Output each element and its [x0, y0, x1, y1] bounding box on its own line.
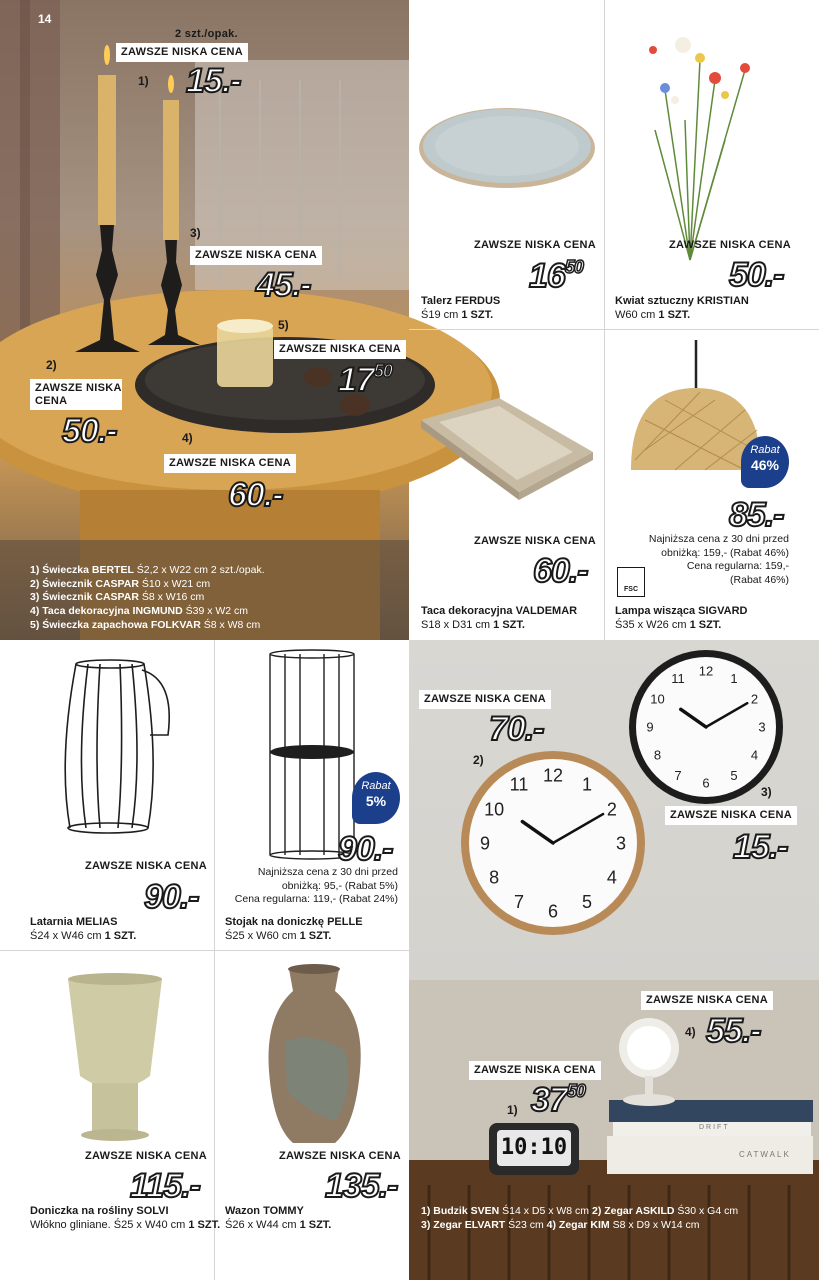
rabat-label: Rabat — [750, 444, 780, 456]
pack-note: 2 szt./opak. — [175, 28, 238, 40]
vase-image — [215, 951, 409, 1151]
clocks-caption-line-1: 1) Budzik SVEN Ś14 x D5 x W8 cm 2) Zegar ASKILD Ś30 x G4 cm — [421, 1205, 739, 1217]
note-line: obniżką: 95,- (Rabat 5%) — [281, 879, 398, 892]
melias-price: 90.- — [144, 878, 199, 916]
clock-price-3: 15.- — [733, 828, 788, 866]
elvart-clock-number: 4 — [606, 867, 617, 888]
ferdus-dim: Ś19 cm 1 SZT. — [421, 309, 494, 321]
lantern-image — [0, 640, 214, 850]
always-low-badge-3: ZAWSZE NISKA CENA — [665, 806, 797, 825]
melias-dim: Ś24 x W46 cm 1 SZT. — [30, 930, 137, 942]
kim-clock-number: 12 — [698, 663, 714, 679]
candle-item-num-1: 1) — [138, 74, 149, 88]
kim-clock-number: 5 — [730, 768, 738, 784]
always-low-badge-4: ZAWSZE NISKA CENA — [164, 454, 296, 473]
page-number: 14 — [38, 12, 52, 26]
product-pelle — [215, 640, 409, 950]
clock-price-2: 70.- — [489, 710, 544, 748]
fsc-logo: FSC — [617, 567, 645, 597]
always-low-badge: ZAWSZE NISKA CENA — [669, 239, 792, 251]
always-low-badge: ZAWSZE NISKA CENA — [474, 239, 597, 251]
clocks-caption-list — [421, 1205, 738, 1232]
valdemar-name: Taca dekoracyjna VALDEMAR — [421, 605, 578, 617]
clocks-photo — [409, 640, 819, 1280]
hero-caption-4: 4) Taca dekoracyjna INGMUND Ś39 x W2 cm — [30, 604, 249, 617]
candle-item-num-5: 5) — [278, 318, 289, 332]
rabat-pct: 5% — [365, 792, 387, 809]
note-line: Cena regularna: 159,- — [686, 560, 789, 573]
elvart-clock-number: 9 — [479, 833, 491, 854]
melias-name: Latarnia MELIAS — [30, 916, 118, 928]
always-low-badge-2 — [30, 379, 122, 410]
sigvard-dim: Ś35 x W26 cm 1 SZT. — [615, 619, 722, 631]
note-line: Najniższa cena z 30 dni przed — [257, 866, 398, 878]
candle-price-4: 60.- — [228, 476, 283, 514]
valdemar-price: 60.- — [533, 552, 588, 590]
hero-candles-panel — [0, 0, 409, 640]
flower-image — [605, 0, 819, 260]
digital-alarm-display: 10:10 — [500, 1135, 568, 1160]
rabat-badge — [741, 436, 789, 488]
elvart-clock-number: 1 — [581, 774, 593, 795]
product-solvi — [0, 951, 221, 1280]
elvart-clock-number: 11 — [509, 774, 529, 795]
hero-caption-5: 5) Świeczka zapachowa FOLKVAR Ś8 x W8 cm — [30, 618, 261, 631]
valdemar-dim: S18 x D31 cm 1 SZT. — [421, 619, 525, 631]
kim-clock-number: 3 — [758, 719, 766, 735]
clock-item-num-3: 3) — [761, 785, 772, 799]
pelle-price: 90.- — [338, 830, 393, 868]
elvart-clock-number: 6 — [547, 901, 559, 922]
pot-image — [0, 951, 214, 1151]
pelle-price-note — [235, 866, 398, 907]
kristian-dim: W60 cm 1 SZT. — [615, 309, 691, 321]
book-title: CATWALK — [739, 1150, 791, 1159]
hero-caption-list — [30, 564, 265, 632]
kim-clock-number: 1 — [730, 671, 738, 687]
candle-item-num-2: 2) — [46, 358, 57, 372]
always-low-badge: ZAWSZE NISKA CENA — [85, 1150, 208, 1162]
elvart-clock-number: 5 — [581, 892, 593, 913]
kim-clock-number: 10 — [650, 691, 665, 707]
clock-price-1: $37^{50}$ — [531, 1081, 585, 1119]
note-line: Najniższa cena z 30 dni przed — [648, 533, 789, 545]
sigvard-price-note — [649, 533, 789, 588]
product-tommy — [215, 951, 409, 1280]
clock-price-4: 55.- — [706, 1012, 761, 1050]
product-valdemar — [409, 330, 604, 640]
clock-item-num-4: 4) — [685, 1025, 696, 1039]
pelle-name: Stojak na doniczkę PELLE — [225, 916, 363, 928]
candle-item-num-3: 3) — [190, 226, 201, 240]
tommy-dim: Ś26 x W44 cm 1 SZT. — [225, 1219, 332, 1231]
always-low-badge-3: ZAWSZE NISKA CENA — [190, 246, 322, 265]
kim-clock-number: 8 — [653, 747, 662, 763]
product-kristian — [605, 0, 819, 329]
kim-clock-number: 2 — [750, 691, 759, 707]
elvart-clock-number: 3 — [615, 833, 627, 854]
always-low-badge-1: ZAWSZE NISKA CENA — [116, 43, 248, 62]
elvart-clock-number: 12 — [542, 765, 564, 786]
clock-item-num-1: 1) — [507, 1103, 518, 1117]
book-title: DRIFT — [699, 1124, 730, 1131]
hero-caption-1: 1) Świeczka BERTEL Ś2,2 x W22 cm 2 szt./opak. — [30, 564, 265, 576]
solvi-name: Doniczka na rośliny SOLVI — [30, 1205, 169, 1217]
ferdus-name: Talerz FERDUS — [421, 295, 501, 307]
sigvard-name: Lampa wisząca SIGVARD — [615, 605, 748, 617]
always-low-badge: ZAWSZE NISKA CENA — [85, 860, 208, 872]
always-low-badge-2: ZAWSZE NISKA CENA — [419, 690, 551, 709]
tray-image — [409, 330, 604, 510]
rabat-badge — [352, 772, 400, 824]
candle-price-1: 15.- — [186, 62, 241, 100]
clock-item-num-2: 2) — [473, 753, 484, 767]
candle-price-2: 50.- — [62, 412, 117, 450]
kristian-price: 50.- — [729, 256, 784, 294]
solvi-dim: Włókno gliniane. Ś25 x W40 cm 1 SZT. — [30, 1219, 221, 1231]
tommy-price: 135.- — [325, 1167, 398, 1205]
elvart-clock-number: 2 — [606, 799, 617, 820]
hero-caption-3: 3) Świecznik CASPAR Ś8 x W16 cm — [30, 591, 205, 604]
kim-clock-number: 7 — [674, 768, 682, 784]
solvi-price: 115.- — [130, 1167, 200, 1205]
ferdus-price: $16^{50}$ — [529, 257, 583, 295]
product-melias — [0, 640, 214, 950]
product-ferdus — [409, 0, 604, 329]
tommy-name: Wazon TOMMY — [225, 1205, 304, 1217]
always-low-badge-1: ZAWSZE NISKA CENA — [469, 1061, 601, 1080]
clocks-caption-line-2: 3) Zegar ELVART Ś23 cm 4) Zegar KIM S8 x D9 x W14 cm — [421, 1218, 700, 1231]
note-line: Cena regularna: 119,- (Rabat 24%) — [234, 893, 398, 906]
always-low-badge-4: ZAWSZE NISKA CENA — [641, 991, 773, 1010]
candle-price-5: $17^{50}$ — [338, 361, 392, 399]
candle-price-3: 45.- — [256, 266, 311, 304]
kim-clock-number: 11 — [671, 671, 685, 687]
always-low-line-1: ZAWSZE NISKA — [35, 382, 122, 394]
kristian-name: Kwiat sztuczny KRISTIAN — [615, 295, 749, 307]
pelle-dim: Ś25 x W60 cm 1 SZT. — [225, 930, 332, 942]
product-sigvard — [605, 330, 819, 640]
candle-item-num-4: 4) — [182, 431, 193, 445]
lamp-image — [605, 330, 819, 500]
rabat-label: Rabat — [361, 780, 391, 792]
always-low-badge: ZAWSZE NISKA CENA — [474, 535, 597, 547]
elvart-clock-number: 8 — [489, 867, 500, 888]
elvart-clock-number: 10 — [484, 799, 505, 820]
sigvard-price: 85.- — [729, 496, 784, 534]
clocks-panel — [409, 640, 819, 1280]
plate-image — [409, 0, 604, 200]
note-line: obniżką: 159,- (Rabat 46%) — [661, 546, 789, 559]
kim-clock-number: 4 — [750, 747, 759, 763]
always-low-badge: ZAWSZE NISKA CENA — [279, 1150, 402, 1162]
kim-clock-number: 6 — [702, 775, 710, 791]
note-line: (Rabat 46%) — [730, 573, 789, 586]
kim-clock-number: 9 — [646, 719, 654, 735]
elvart-clock-number: 7 — [513, 892, 525, 913]
hero-caption-2: 2) Świecznik CASPAR Ś10 x W21 cm — [30, 577, 211, 590]
always-low-badge-5: ZAWSZE NISKA CENA — [274, 340, 406, 359]
rabat-pct: 46% — [750, 456, 780, 473]
always-low-line-2: CENA — [35, 394, 68, 407]
